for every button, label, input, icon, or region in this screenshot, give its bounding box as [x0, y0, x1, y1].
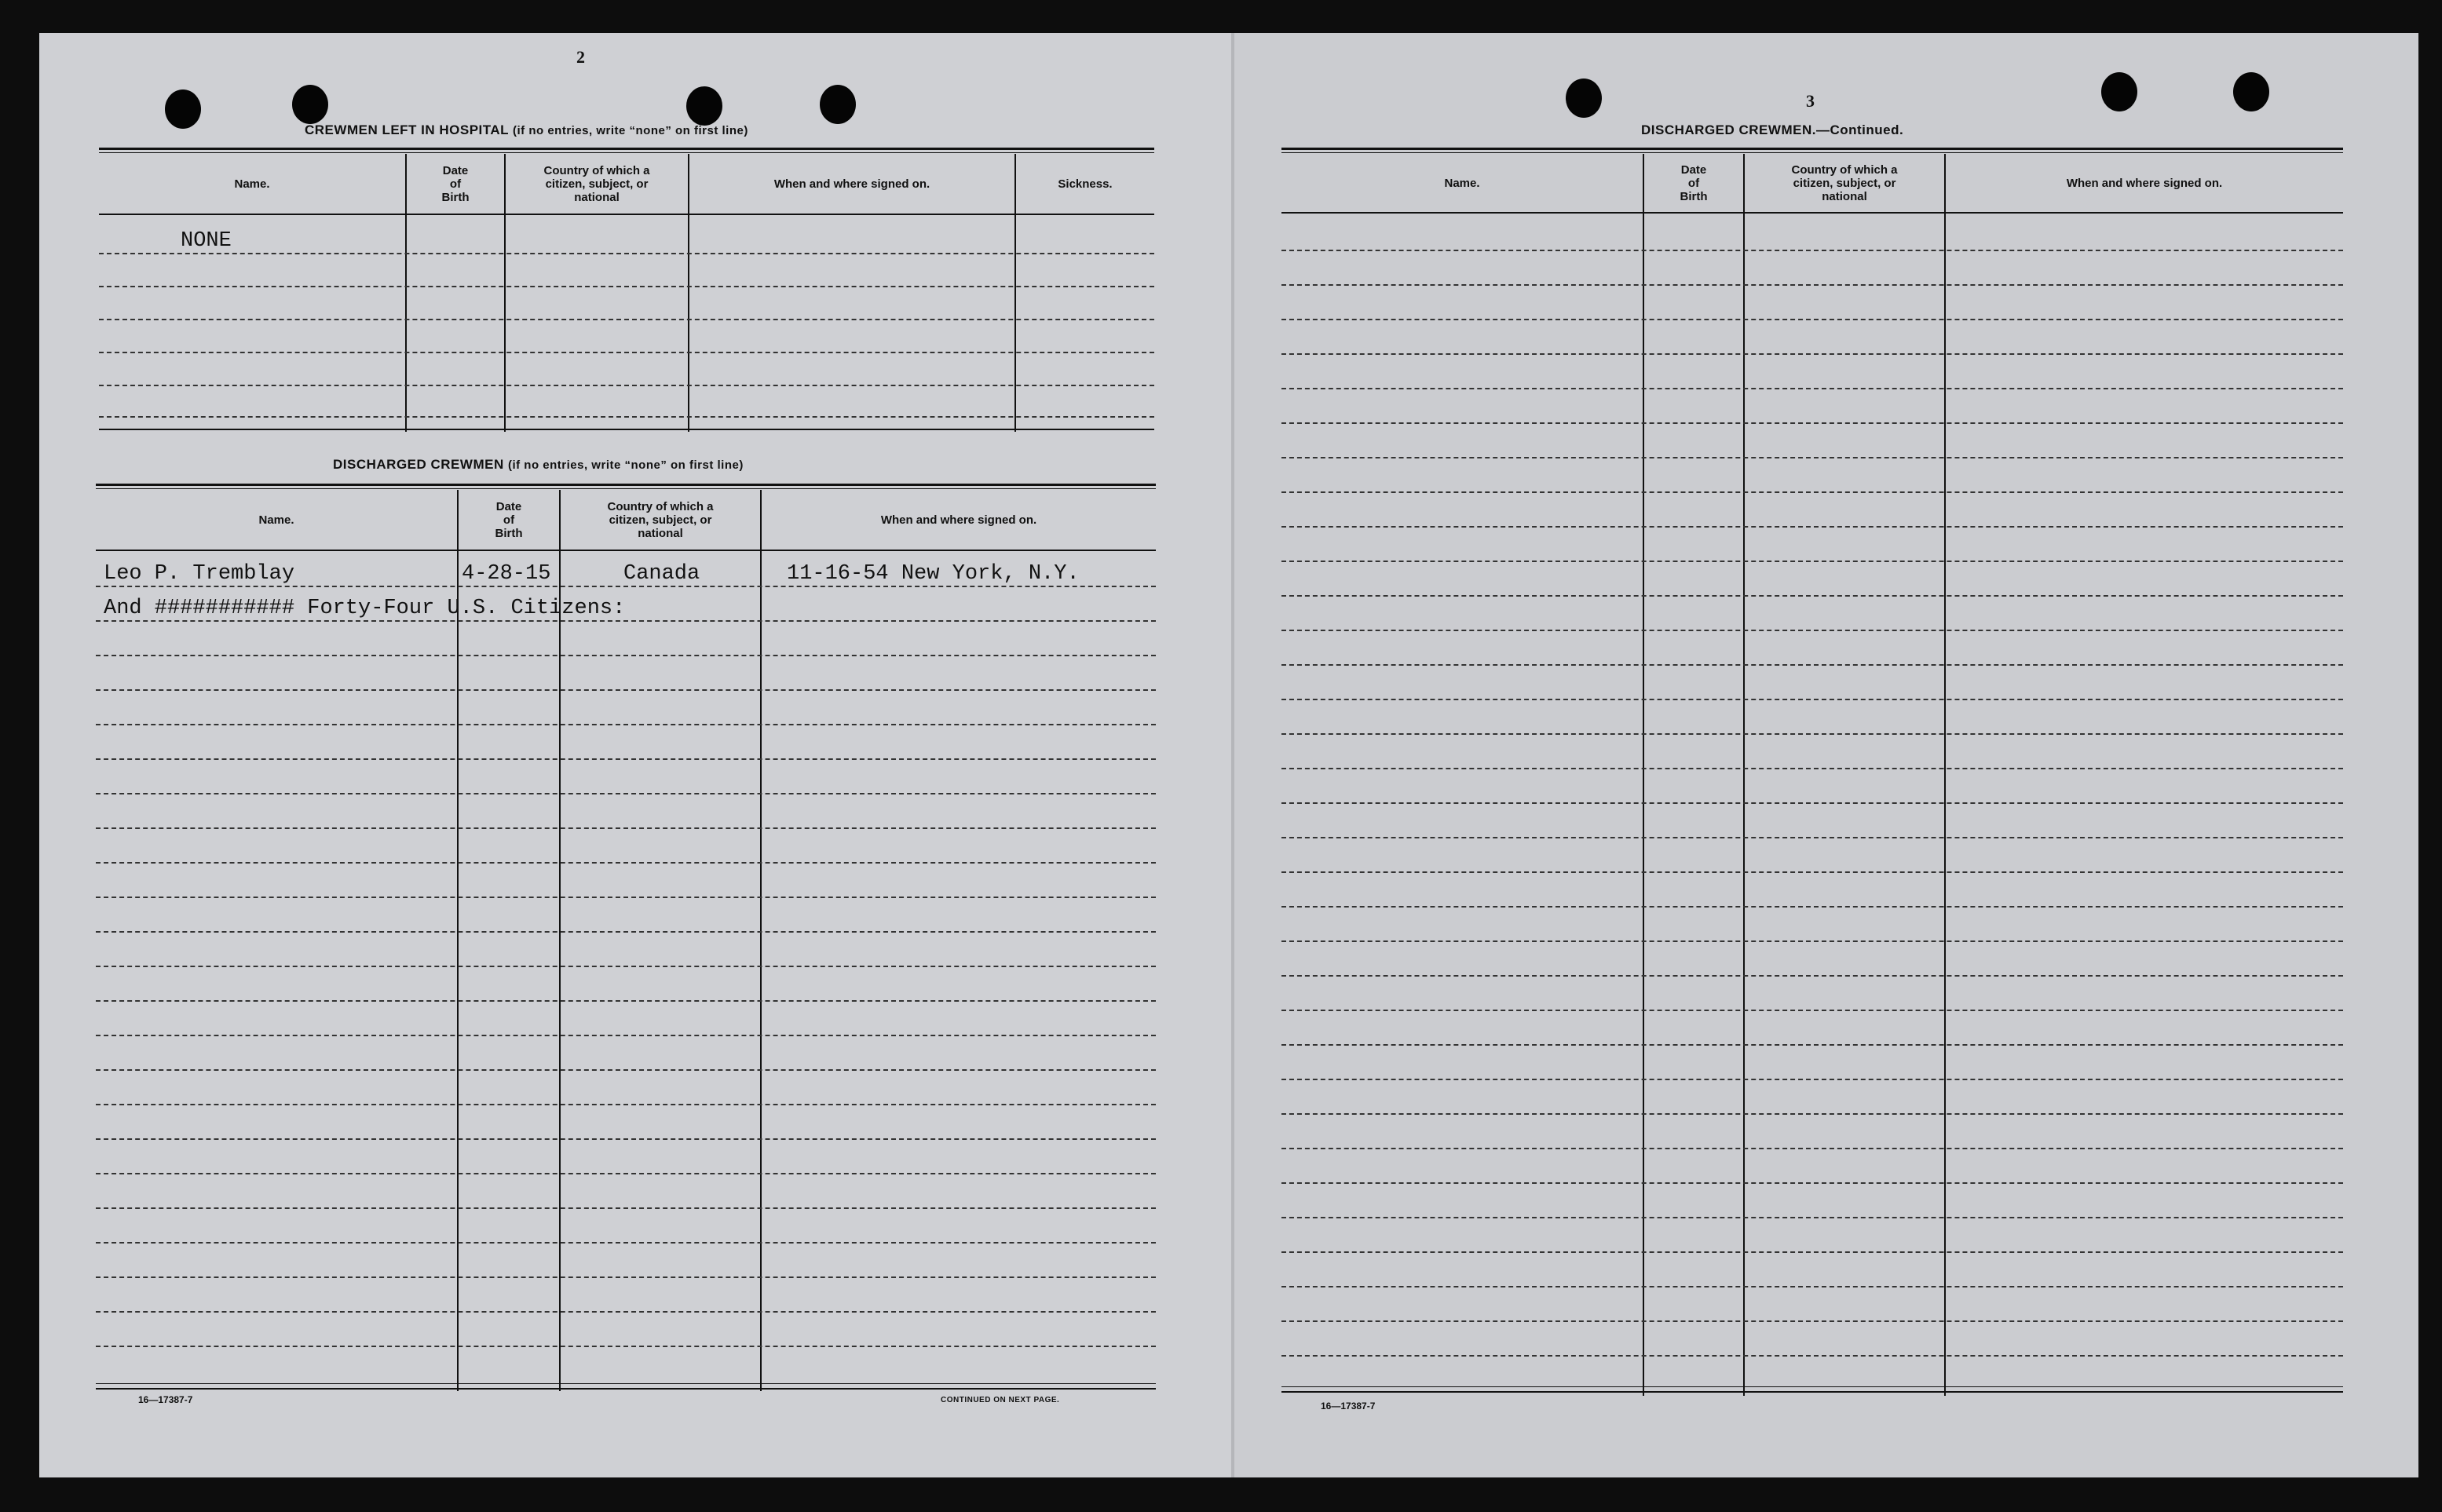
punch-hole [292, 85, 328, 124]
header-when-where: When and where signed on. [773, 177, 930, 191]
header-when-where: When and where signed on. [2066, 176, 2223, 190]
page-number: 2 [576, 47, 585, 67]
page-spine [1231, 33, 1234, 1477]
hospital-title-text: CREWMEN LEFT IN HOSPITAL [305, 122, 509, 137]
header-name: Name. [234, 177, 270, 191]
discharged-section-title [333, 457, 744, 473]
punch-hole [2101, 72, 2137, 111]
punch-hole [686, 86, 722, 126]
row-1-country: Canada [623, 562, 700, 586]
hospital-table [99, 148, 1154, 432]
punch-hole [1566, 79, 1602, 118]
row-2-note: And ########### Forty-Four U.S. Citizens: [104, 597, 626, 620]
punch-hole [820, 85, 856, 124]
form-number: 16—17387-7 [138, 1394, 193, 1405]
header-date-of-birth: Date of Birth [441, 163, 470, 204]
continued-note: CONTINUED ON NEXT PAGE. [941, 1396, 1060, 1404]
header-name: Name. [1444, 176, 1480, 190]
row-1-signed-on: 11-16-54 New York, N.Y. [787, 562, 1080, 586]
header-date-of-birth: Date of Birth [1680, 163, 1708, 203]
header-name: Name. [258, 513, 294, 527]
hospital-section-title [305, 122, 748, 138]
discharged-title-text: DISCHARGED CREWMEN [333, 457, 504, 472]
header-sickness: Sickness. [1058, 177, 1113, 191]
header-country: Country of which a citizen, subject, or national [1791, 163, 1898, 203]
discharged-continued-table [1281, 148, 2343, 1396]
punch-hole [165, 89, 201, 129]
header-country: Country of which a citizen, subject, or national [607, 499, 714, 540]
header-date-of-birth: Date of Birth [495, 499, 523, 540]
discharged-title-note: (if no entries, write “none” on first line) [507, 458, 744, 472]
page-number: 3 [1806, 91, 1815, 111]
hospital-entry-none: NONE [181, 229, 232, 253]
punch-hole [2233, 72, 2269, 111]
discharged-table [96, 484, 1156, 1391]
header-when-where: When and where signed on. [880, 513, 1037, 527]
hospital-title-note: (if no entries, write “none” on first line) [513, 124, 748, 137]
row-1-dob: 4-28-15 [462, 562, 551, 586]
row-1-name: Leo P. Tremblay [104, 562, 295, 586]
form-number: 16—17387-7 [1321, 1401, 1376, 1412]
header-country: Country of which a citizen, subject, or national [543, 163, 650, 204]
discharged-continued-title: DISCHARGED CREWMEN.—Continued. [1641, 122, 1904, 137]
